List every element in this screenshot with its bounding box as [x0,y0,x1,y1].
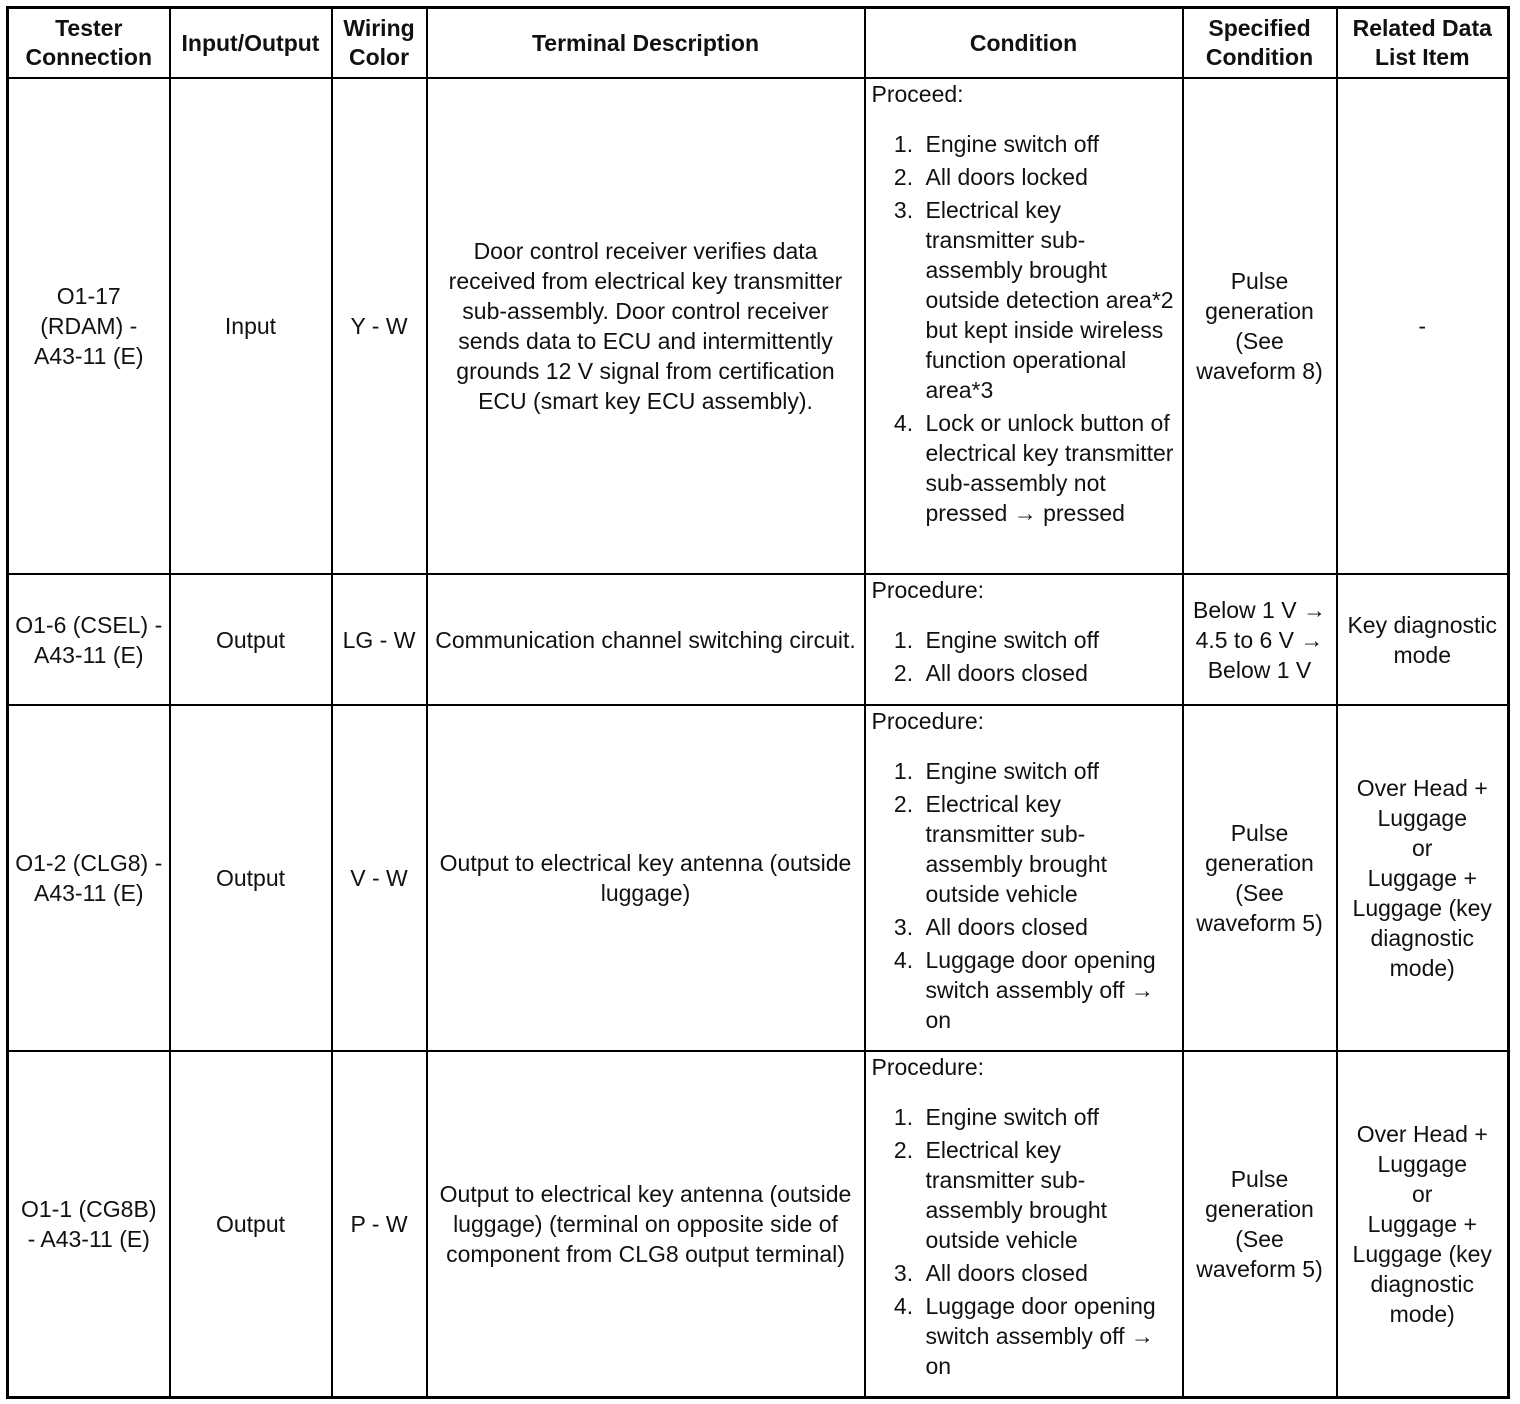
condition-step: 3. All doors closed [920,912,1176,942]
input-output-cell: Output [170,1051,332,1397]
tester-connection-cell: O1-17 (RDAM) - A43-11 (E) [8,78,170,574]
tester-connection-cell: O1-6 (CSEL) - A43-11 (E) [8,574,170,705]
condition-step: 2. Electrical key transmitter sub-assembly brought outside vehicle [920,789,1176,909]
condition-cell [865,574,1183,705]
tester-connection-cell: O1-2 (CLG8) - A43-11 (E) [8,705,170,1051]
header-tester-connection: Tester Connection [8,8,170,79]
condition-step: 2. All doors locked [920,162,1176,192]
input-output-cell: Output [170,574,332,705]
condition-step: 4. Luggage door opening switch assembly off → on [920,1291,1176,1381]
header-wiring-color: Wiring Color [332,8,427,79]
condition-step: 3. All doors closed [920,1258,1176,1288]
condition-step: 1. Engine switch off [920,625,1176,655]
related-data-line: Over Head + Luggage [1356,775,1488,831]
header-related-data: Related Data List Item [1337,8,1509,79]
condition-cell [865,78,1183,574]
tester-connection-cell: O1-1 (CG8B) - A43-11 (E) [8,1051,170,1397]
condition-step: 4. Luggage door opening switch assembly off → on [920,945,1176,1035]
condition-step: 1. Engine switch off [920,756,1176,786]
table-row [8,1051,1509,1397]
specified-condition-cell: Pulse generation (See waveform 5) [1183,1051,1337,1397]
related-data-or: or [1412,1180,1433,1207]
table-row [8,574,1509,705]
condition-steps [872,1102,1176,1381]
header-input-output: Input/Output [170,8,332,79]
wiring-color-cell: Y - W [332,78,427,574]
specified-condition-cell: Pulse generation (See waveform 8) [1183,78,1337,574]
terminal-spec-table [6,6,1510,1399]
condition-title: Procedure: [871,1054,985,1080]
condition-cell [865,1051,1183,1397]
specified-condition-cell: Below 1 V → 4.5 to 6 V → Below 1 V [1183,574,1337,705]
condition-title: Procedure: [871,708,985,734]
related-data-cell [1337,1051,1509,1397]
wiring-color-cell: P - W [332,1051,427,1397]
header-condition: Condition [865,8,1183,79]
header-terminal-description: Terminal Description [427,8,865,79]
terminal-description-cell: Output to electrical key antenna (outside luggage) [427,705,865,1051]
header-specified-condition: Specified Condition [1183,8,1337,79]
header-row [8,8,1509,79]
condition-cell [865,705,1183,1051]
condition-steps [872,129,1176,528]
wiring-color-cell: LG - W [332,574,427,705]
related-data-line: Luggage + Luggage (key diagnostic mode) [1352,1210,1492,1327]
related-data-cell [1337,705,1509,1051]
related-data-line: Over Head + Luggage [1356,1120,1488,1177]
terminal-description-cell: Communication channel switching circuit. [427,574,865,705]
input-output-cell: Output [170,705,332,1051]
table-row [8,78,1509,574]
condition-step: 2. Electrical key transmitter sub-assembly brought outside vehicle [920,1135,1176,1255]
related-data-cell: - [1337,78,1509,574]
condition-title: Procedure: [871,577,985,603]
condition-step: 1. Engine switch off [920,129,1176,159]
terminal-description-cell: Door control receiver verifies data received from electrical key transmitter sub-assembly. Door control receiver sends data to ECU and intermittently grounds 12 V signal from certification ECU (smart key ECU assembly). [427,78,865,574]
related-data-line: Luggage + Luggage (key diagnostic mode) [1352,865,1492,981]
related-data-cell: Key diagnostic mode [1337,574,1509,705]
terminal-description-cell: Output to electrical key antenna (outside luggage) (terminal on opposite side of component from CLG8 output terminal) [427,1051,865,1397]
specified-condition-cell: Pulse generation (See waveform 5) [1183,705,1337,1051]
condition-steps [872,756,1176,1035]
condition-step: 2. All doors closed [920,658,1176,688]
table-row [8,705,1509,1051]
input-output-cell: Input [170,78,332,574]
related-data-or: or [1412,835,1433,861]
condition-step: 1. Engine switch off [920,1102,1176,1132]
wiring-color-cell: V - W [332,705,427,1051]
condition-step: 3. Electrical key transmitter sub-assembly brought outside detection area*2 but kept inside wireless function operational area*3 [920,195,1176,405]
condition-steps [872,625,1176,688]
condition-title: Proceed: [871,81,964,107]
condition-step: 4. Lock or unlock button of electrical key transmitter sub-assembly not pressed → pressed [920,408,1176,528]
